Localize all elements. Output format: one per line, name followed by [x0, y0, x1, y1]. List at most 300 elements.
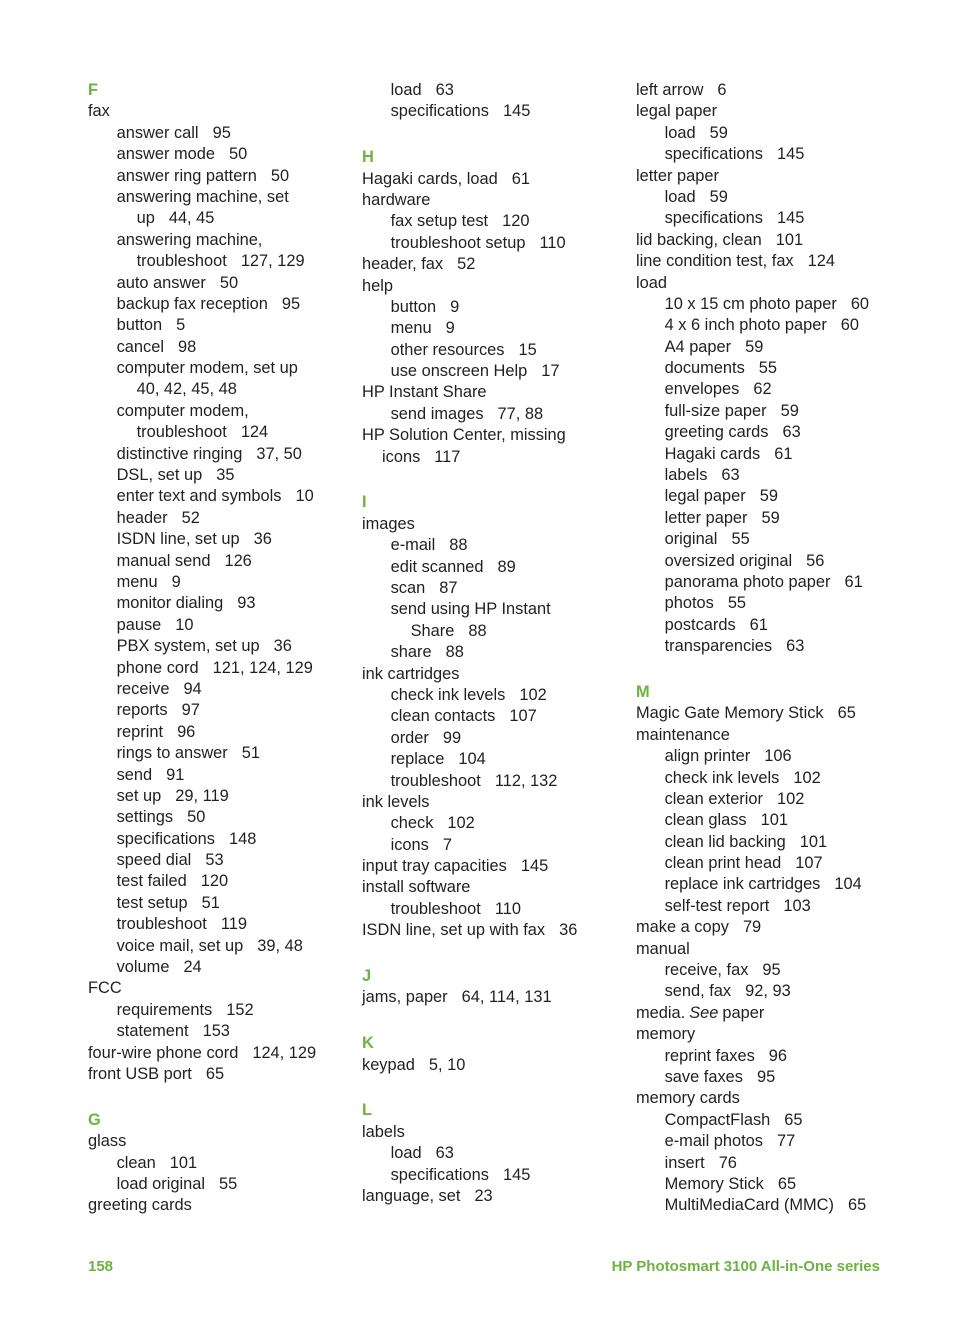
index-subentry — [362, 706, 624, 727]
index-page-ref: 65 — [777, 1174, 797, 1193]
index-subentry — [88, 636, 350, 657]
index-page-ref: 59 — [761, 508, 780, 527]
see-reference-label: See — [689, 1003, 719, 1022]
index-term: save faxes — [664, 1067, 743, 1086]
index-term: troubleshoot — [390, 899, 481, 918]
index-subentry — [88, 230, 350, 251]
index-term: pause — [116, 615, 162, 634]
index-entry — [362, 877, 624, 898]
index-term: rings to answer — [116, 744, 228, 763]
index-page-ref: 101 — [169, 1153, 198, 1172]
index-term: clean contacts — [390, 707, 496, 726]
index-page-ref: 5 — [176, 316, 186, 335]
index-page-ref: 102 — [519, 685, 547, 704]
index-term: clean exterior — [664, 789, 763, 808]
index-subentry — [636, 636, 898, 657]
index-subentry — [636, 1110, 898, 1131]
index-subentry — [88, 658, 350, 679]
index-page-ref: 124 — [807, 252, 835, 271]
index-page-ref: 36 — [559, 921, 578, 940]
index-term: e-mail — [390, 536, 436, 555]
index-page-ref: 62 — [753, 380, 772, 399]
index-subentry — [88, 593, 350, 614]
index-term: load — [664, 187, 696, 206]
index-term: reprint faxes — [664, 1046, 755, 1065]
index-term: ink levels — [362, 792, 430, 811]
index-term: manual send — [116, 551, 211, 570]
index-entry — [88, 1195, 350, 1216]
index-term: send, fax — [664, 982, 732, 1001]
index-page-ref: 148 — [229, 829, 257, 848]
index-page-ref: 102 — [793, 768, 821, 787]
index-term: volume — [116, 958, 170, 977]
index-subentry — [362, 599, 624, 620]
index-subentry — [636, 593, 898, 614]
index-letter-heading: H — [362, 148, 374, 167]
index-term: keypad — [362, 1055, 415, 1074]
index-subentry — [636, 1046, 898, 1067]
index-page-ref: 15 — [518, 340, 537, 359]
index-term: clean print head — [664, 854, 782, 873]
index-letter-heading: I — [362, 493, 367, 512]
index-term: computer modem, — [116, 401, 249, 420]
index-term: reports — [116, 701, 168, 720]
index-subentry — [362, 813, 624, 834]
index-page-ref: 55 — [758, 359, 778, 378]
index-term: answering machine, set — [116, 187, 289, 206]
index-subentry — [88, 187, 350, 208]
index-term: share — [390, 643, 432, 662]
index-entry — [88, 1043, 350, 1064]
index-subentry — [636, 422, 898, 443]
index-page-ref: 145 — [503, 102, 531, 121]
index-term: up — [136, 209, 155, 228]
index-term: insert — [664, 1153, 705, 1172]
index-subentry — [636, 144, 898, 165]
index-page-ref: 6 — [717, 81, 727, 99]
index-subentry — [88, 508, 350, 529]
index-term: check — [390, 814, 434, 833]
index-term: set up — [116, 786, 162, 805]
index-entry — [362, 169, 624, 190]
index-page-ref: 91 — [166, 765, 185, 784]
index-subentry — [88, 700, 350, 721]
index-term: load — [390, 81, 422, 99]
index-page-ref: 51 — [241, 744, 260, 763]
index-term: letter paper — [664, 508, 748, 527]
index-subentry — [88, 1153, 350, 1174]
index-entry — [636, 273, 898, 294]
index-term: edit scanned — [390, 557, 484, 576]
index-page-ref: 53 — [205, 851, 224, 870]
index-page-ref: 96 — [768, 1046, 788, 1065]
index-subentry — [88, 166, 350, 187]
index-term: check ink levels — [664, 768, 780, 787]
index-subentry — [636, 896, 898, 917]
index-subentry — [88, 807, 350, 828]
index-page-ref: 64, 114, 131 — [461, 988, 552, 1007]
index-subentry — [636, 572, 898, 593]
index-term: PBX system, set up — [116, 637, 260, 656]
index-subentry — [362, 578, 624, 599]
index-subentry — [362, 404, 624, 425]
index-entry — [362, 987, 624, 1008]
index-subentry — [362, 211, 624, 232]
index-term: HP Solution Center, missing — [362, 426, 566, 445]
index-subentry — [88, 529, 350, 550]
index-entry — [362, 190, 624, 211]
index-subentry — [636, 551, 898, 572]
index-entry — [362, 425, 624, 446]
index-entry — [636, 1024, 898, 1045]
index-subentry — [88, 315, 350, 336]
index-page-ref: 59 — [780, 401, 799, 420]
index-subentry — [636, 960, 898, 981]
index-subentry — [88, 914, 350, 935]
index-term: Hagaki cards — [664, 444, 761, 463]
index-entry — [636, 251, 898, 272]
index-term: phone cord — [116, 658, 199, 677]
index-subentry — [88, 1021, 350, 1042]
index-page-ref: 9 — [171, 572, 181, 591]
index-term: Memory Stick — [664, 1174, 764, 1193]
index-term: specifications — [664, 209, 763, 228]
index-subentry — [636, 768, 898, 789]
index-entry — [362, 1186, 624, 1207]
index-page-ref: 17 — [541, 362, 560, 381]
index-page-ref: 23 — [474, 1186, 493, 1205]
index-page-ref: 35 — [216, 466, 235, 485]
index-subentry — [88, 743, 350, 764]
index-page-ref: 59 — [759, 487, 778, 506]
index-subentry — [636, 789, 898, 810]
index-page-ref: 126 — [224, 551, 252, 570]
index-letter-heading: J — [362, 967, 372, 986]
index-term: scan — [390, 578, 426, 597]
index-subentry — [88, 144, 350, 165]
index-term: reprint — [116, 722, 164, 741]
index-subentry — [636, 358, 898, 379]
index-page-ref: 60 — [850, 294, 870, 313]
index-term: troubleshoot — [136, 423, 227, 442]
index-term: greeting cards — [664, 423, 769, 442]
index-term: monitor dialing — [116, 594, 224, 613]
index-term: other resources — [390, 340, 505, 359]
index-page-ref: 37, 50 — [256, 444, 302, 463]
index-subentry — [362, 1143, 624, 1164]
index-term: clean lid backing — [664, 832, 786, 851]
index-term: specifications — [664, 145, 763, 164]
index-letter-heading: K — [362, 1034, 374, 1053]
index-entry — [88, 101, 350, 122]
index-page-ref: 56 — [806, 551, 825, 570]
index-subentry — [88, 379, 350, 400]
index-subentry — [88, 765, 350, 786]
index-term: self-test report — [664, 896, 770, 915]
index-subentry — [636, 187, 898, 208]
index-term: left arrow — [636, 81, 704, 99]
index-page-ref: 88 — [468, 621, 487, 640]
index-subentry — [88, 957, 350, 978]
index-term: header — [116, 508, 168, 527]
index-page-ref: 59 — [709, 187, 728, 206]
index-subentry — [88, 208, 350, 229]
index-letter-heading: M — [636, 682, 650, 701]
index-subentry — [88, 273, 350, 294]
index-page-ref: 89 — [497, 557, 516, 576]
index-term: Hagaki cards, load — [362, 169, 498, 188]
index-page-ref: 145 — [777, 209, 805, 228]
index-subentry — [362, 642, 624, 663]
index-term: images — [362, 514, 415, 533]
index-subentry — [362, 557, 624, 578]
index-term: envelopes — [664, 380, 740, 399]
index-term: troubleshoot — [116, 915, 207, 934]
index-page-ref: 120 — [502, 212, 530, 231]
index-subentry — [636, 508, 898, 529]
index-term: receive, fax — [664, 961, 749, 980]
index-term: test setup — [116, 893, 188, 912]
index-term: clean — [116, 1153, 156, 1172]
index-subentry — [88, 572, 350, 593]
index-page-ref: 101 — [775, 230, 804, 249]
index-term: install software — [362, 878, 471, 897]
index-term: Magic Gate Memory Stick — [636, 704, 824, 723]
index-page-ref: 59 — [709, 123, 728, 142]
index-term: 10 x 15 cm photo paper — [664, 294, 837, 313]
index-page-ref: 61 — [774, 444, 793, 463]
index-term: load — [664, 123, 696, 142]
index-subentry — [362, 297, 624, 318]
index-page-ref: 61 — [511, 169, 530, 188]
index-term: A4 paper — [664, 337, 732, 356]
index-page-ref: 88 — [445, 643, 464, 662]
index-entry — [362, 792, 624, 813]
index-term: labels — [664, 466, 708, 485]
index-entry — [636, 101, 898, 122]
index-term: specifications — [390, 1165, 489, 1184]
index-term: speed dial — [116, 851, 192, 870]
index-term: cancel — [116, 337, 164, 356]
index-page-ref: 104 — [458, 750, 486, 769]
index-letter-heading: G — [88, 1110, 101, 1129]
index-page-ref: 65 — [847, 1196, 867, 1215]
index-entry — [362, 514, 624, 535]
index-entry — [362, 1122, 624, 1143]
index-column-3 — [636, 80, 898, 1217]
index-entry — [88, 978, 350, 999]
index-page-ref: 95 — [762, 961, 781, 980]
index-term: DSL, set up — [116, 466, 203, 485]
index-term: labels — [362, 1122, 405, 1141]
index-page-ref: 95 — [212, 123, 231, 142]
index-letter-heading: F — [88, 81, 99, 99]
index-subentry — [636, 981, 898, 1002]
index-column-1 — [88, 80, 350, 1217]
index-term: fax — [88, 102, 110, 121]
index-term: enter text and symbols — [116, 487, 282, 506]
index-page-ref: 95 — [281, 294, 301, 313]
index-term: ink cartridges — [362, 664, 460, 683]
index-subentry — [362, 318, 624, 339]
index-subentry — [362, 535, 624, 556]
index-term: load — [636, 273, 667, 292]
index-page-ref: 65 — [837, 704, 856, 723]
index-entry — [88, 1064, 350, 1085]
index-entry — [636, 703, 898, 724]
index-subentry — [88, 358, 350, 379]
index-term: use onscreen Help — [390, 362, 528, 381]
index-term: backup fax reception — [116, 294, 268, 313]
index-subentry — [636, 832, 898, 853]
index-page-ref: 60 — [840, 316, 860, 335]
index-subentry — [88, 829, 350, 850]
index-term: HP Instant Share — [362, 383, 487, 402]
index-subentry — [636, 853, 898, 874]
index-subentry — [636, 529, 898, 550]
index-entry — [362, 276, 624, 297]
index-term: button — [116, 316, 163, 335]
index-page-ref: 102 — [447, 814, 475, 833]
index-page-ref: 10 — [175, 615, 194, 634]
index-term: send — [116, 765, 153, 784]
index-term: original — [664, 530, 718, 549]
index-page-ref: 101 — [799, 832, 828, 851]
index-subentry — [88, 615, 350, 636]
index-subentry — [88, 850, 350, 871]
index-term: panorama photo paper — [664, 572, 831, 591]
index-subentry — [636, 208, 898, 229]
index-page-ref: 29, 119 — [175, 786, 229, 805]
index-page-ref: 7 — [442, 835, 452, 854]
index-term: make a copy — [636, 918, 729, 937]
index-subentry — [636, 379, 898, 400]
index-page-ref: 36 — [273, 637, 292, 656]
index-page-ref: 106 — [764, 747, 792, 766]
index-page-ref: 55 — [727, 594, 747, 613]
index-subentry — [636, 1067, 898, 1088]
index-term: clean glass — [664, 811, 747, 830]
index-page-ref: 77 — [777, 1132, 796, 1151]
index-term: manual — [636, 939, 690, 958]
index-entry — [88, 1131, 350, 1152]
index-page-ref: 63 — [435, 81, 454, 99]
index-subentry — [636, 294, 898, 315]
index-page-ref: 36 — [253, 530, 272, 549]
index-entry — [362, 856, 624, 877]
index-entry — [362, 254, 624, 275]
index-page-ref: 97 — [181, 701, 200, 720]
index-subentry — [362, 899, 624, 920]
index-term: header, fax — [362, 255, 444, 274]
index-term: fax setup test — [390, 212, 489, 231]
index-term: distinctive ringing — [116, 444, 243, 463]
index-page-ref: 55 — [731, 530, 750, 549]
index-term: load original — [116, 1174, 205, 1193]
index-page-ref: 110 — [494, 899, 521, 918]
index-page-ref: 145 — [503, 1165, 531, 1184]
index-entry — [636, 1003, 898, 1024]
index-page-ref: 124 — [240, 423, 269, 442]
index-page-ref: 50 — [219, 273, 239, 292]
index-page-ref: 99 — [442, 728, 462, 747]
index-subentry — [636, 315, 898, 336]
index-subentry — [636, 1153, 898, 1174]
index-page-ref: 107 — [795, 854, 823, 873]
index-term: Share — [410, 621, 455, 640]
index-page-ref: 119 — [220, 915, 247, 934]
index-entry — [636, 725, 898, 746]
index-subentry — [636, 615, 898, 636]
index-page-ref: 103 — [783, 896, 811, 915]
index-subentry — [636, 444, 898, 465]
index-subentry — [636, 337, 898, 358]
index-term: memory cards — [636, 1089, 740, 1108]
index-subentry — [362, 80, 624, 101]
index-term: specifications — [390, 102, 489, 121]
index-subentry — [362, 771, 624, 792]
index-term: CompactFlash — [664, 1110, 771, 1129]
index-page-ref: 102 — [777, 789, 805, 808]
index-subentry — [636, 465, 898, 486]
index-page-ref: 63 — [786, 637, 805, 656]
index-subentry — [88, 679, 350, 700]
index-term: help — [362, 276, 393, 295]
index-term: voice mail, set up — [116, 936, 244, 955]
index-term: transparencies — [664, 637, 773, 656]
index-page-ref: 112, 132 — [494, 771, 558, 790]
index-term: MultiMediaCard (MMC) — [664, 1196, 834, 1215]
index-subentry — [88, 251, 350, 272]
index-term: icons — [390, 835, 429, 854]
index-page-ref: 96 — [177, 722, 196, 741]
index-entry — [362, 382, 624, 403]
index-entry — [636, 166, 898, 187]
index-page-ref: 65 — [784, 1110, 803, 1129]
index-page-ref: 94 — [183, 679, 202, 698]
index-term: auto answer — [116, 273, 206, 292]
index-page-ref: 110 — [539, 233, 566, 252]
index-entry — [636, 230, 898, 251]
index-term: postcards — [664, 615, 736, 634]
index-term: line condition test, fax — [636, 252, 794, 271]
index-term: maintenance — [636, 725, 730, 744]
index-page-ref: 145 — [777, 145, 805, 164]
index-page-ref: 153 — [202, 1022, 230, 1041]
index-subentry — [636, 874, 898, 895]
index-page-ref: 50 — [187, 808, 206, 827]
index-term: e-mail photos — [664, 1132, 763, 1151]
index-page-ref: 9 — [445, 319, 455, 338]
index-term: requirements — [116, 1000, 213, 1019]
index-term: statement — [116, 1022, 189, 1041]
index-term: troubleshoot — [390, 771, 481, 790]
index-term: replace — [390, 750, 445, 769]
index-page-ref: 95 — [756, 1067, 776, 1086]
index-term: answer call — [116, 123, 199, 142]
index-term: glass — [88, 1132, 127, 1151]
index-entry — [636, 917, 898, 938]
index-term: language, set — [362, 1186, 461, 1205]
index-term: front USB port — [88, 1064, 192, 1083]
index-page-ref: 104 — [834, 875, 862, 894]
index-entry — [636, 1088, 898, 1109]
index-term: answer mode — [116, 145, 215, 164]
index-term: send using HP Instant — [390, 600, 551, 619]
index-term: memory — [636, 1025, 696, 1044]
index-page-ref: 87 — [439, 578, 458, 597]
index-page-ref: 52 — [457, 255, 476, 274]
